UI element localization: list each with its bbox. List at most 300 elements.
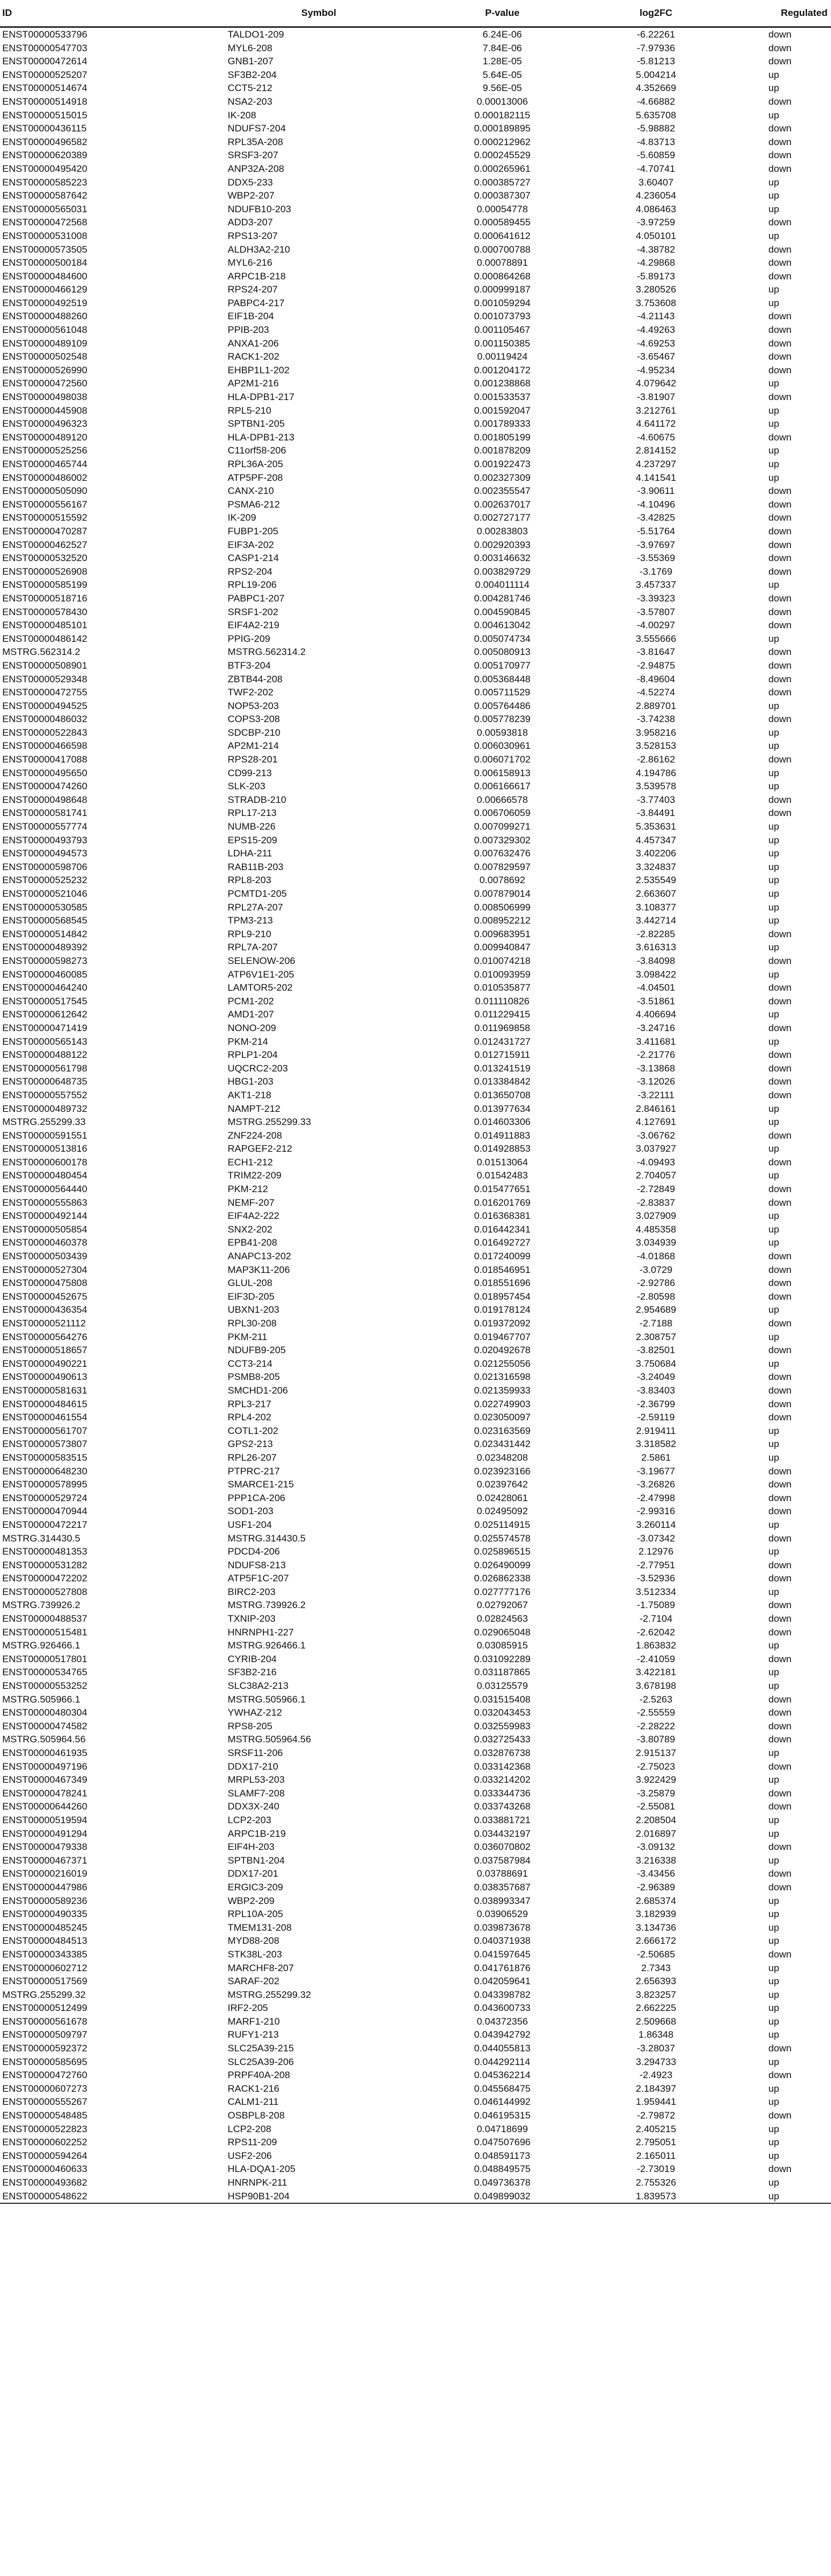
cell-log2fc: 3.134736 [636, 1922, 676, 1933]
cell-symbol: TXNIP-203 [228, 1613, 276, 1625]
cell-log2fc: -2.82285 [636, 928, 676, 939]
cell-log2fc: 3.182939 [636, 1909, 676, 1920]
header-p-value: P-value [421, 0, 583, 27]
cell-log2fc: 4.086463 [636, 203, 676, 215]
cell-id: ENST00000488537 [2, 1613, 88, 1625]
cell-regulated: down [768, 646, 792, 658]
cell-id: ENST00000466129 [2, 284, 88, 295]
cell-id: ENST00000578995 [2, 1479, 88, 1490]
cell-regulated: up [768, 1962, 779, 1973]
table-row [0, 914, 831, 928]
cell-log2fc: 3.539578 [636, 781, 676, 792]
table-row [0, 2055, 831, 2069]
cell-regulated: down [768, 29, 792, 40]
cell-regulated: up [768, 1922, 779, 1933]
table-row [0, 820, 831, 834]
cell-log2fc: -4.21143 [637, 311, 675, 322]
cell-id: ENST00000480304 [2, 1707, 88, 1718]
table-row [0, 1196, 831, 1210]
table-row [0, 1733, 831, 1746]
cell-log2fc: -2.21776 [636, 1049, 676, 1061]
table-row [0, 592, 831, 605]
cell-log2fc: -3.24049 [636, 1371, 676, 1383]
cell-log2fc: 5.353631 [636, 821, 676, 832]
cell-log2fc: -8.49604 [636, 673, 676, 685]
cell-id: ENST00000467371 [2, 1854, 88, 1866]
cell-log2fc: -3.81907 [636, 391, 676, 403]
cell-symbol: CD99-213 [228, 767, 272, 778]
cell-regulated: down [768, 1345, 792, 1356]
cell-regulated: up [768, 1452, 779, 1463]
table-row [0, 1357, 831, 1371]
cell-p-value: 0.021255056 [474, 1358, 531, 1369]
cell-log2fc: 2.208504 [636, 1814, 676, 1825]
cell-log2fc: 2.12976 [638, 1546, 674, 1557]
cell-symbol: RPL30-208 [228, 1318, 277, 1329]
cell-p-value: 0.02428061 [476, 1492, 528, 1503]
cell-id: ENST00000512499 [2, 2002, 88, 2014]
cell-p-value: 0.043942792 [474, 2029, 531, 2041]
table-row [0, 981, 831, 995]
cell-symbol: HLA-DPB1-217 [228, 391, 295, 403]
table-row [0, 1585, 831, 1599]
cell-regulated: down [768, 2043, 792, 2054]
table-row [0, 431, 831, 444]
cell-log2fc: 3.098422 [636, 968, 676, 980]
cell-regulated: up [768, 915, 779, 926]
cell-regulated: up [768, 1331, 779, 1342]
cell-p-value: 0.002920393 [474, 539, 531, 550]
cell-p-value: 0.008952212 [474, 915, 531, 926]
cell-symbol: RUFY1-213 [228, 2029, 279, 2041]
table-row [0, 390, 831, 404]
cell-p-value: 0.045568475 [474, 2083, 531, 2094]
cell-id: ENST00000493793 [2, 834, 88, 846]
cell-p-value: 0.000265961 [474, 163, 531, 174]
table-row [0, 1263, 831, 1277]
cell-regulated: up [768, 1304, 779, 1316]
cell-log2fc: -3.97697 [636, 539, 676, 550]
table-row [0, 42, 831, 55]
cell-symbol: SF3B2-216 [228, 1667, 277, 1678]
cell-symbol: ZBTB44-208 [228, 673, 283, 685]
table-row [0, 2149, 831, 2163]
cell-log2fc: 3.958216 [636, 727, 676, 738]
cell-log2fc: -2.77951 [636, 1559, 676, 1571]
cell-p-value: 0.036070802 [474, 1841, 531, 1853]
cell-p-value: 0.000700788 [474, 244, 531, 255]
cell-regulated: down [768, 1277, 792, 1289]
table-row [0, 1276, 831, 1290]
cell-log2fc: -2.41059 [636, 1653, 676, 1664]
cell-log2fc: -4.04501 [636, 982, 676, 994]
cell-regulated: up [768, 579, 779, 591]
cell-symbol: ANP32A-208 [228, 163, 285, 174]
cell-id: ENST00000489109 [2, 337, 88, 349]
cell-regulated: up [768, 176, 779, 188]
cell-regulated: down [768, 351, 792, 362]
table-row [0, 659, 831, 673]
cell-regulated: down [768, 337, 792, 349]
table-row [0, 511, 831, 525]
cell-regulated: down [768, 364, 792, 376]
cell-regulated: up [768, 405, 779, 416]
cell-log2fc: -2.47998 [636, 1492, 676, 1503]
cell-id: ENST00000526990 [2, 364, 88, 376]
cell-symbol: RACK1-202 [228, 351, 279, 362]
cell-symbol: EHBP1L1-202 [228, 364, 290, 376]
cell-symbol: MARCHF8-207 [228, 1962, 294, 1973]
cell-id: ENST00000521046 [2, 888, 88, 899]
cell-p-value: 0.000387307 [474, 190, 531, 201]
cell-p-value: 0.04372356 [476, 2016, 528, 2027]
table-row [0, 739, 831, 753]
cell-id: ENST00000519594 [2, 1814, 88, 1825]
cell-symbol: EIF4A2-222 [228, 1210, 279, 1222]
table-row [0, 1867, 831, 1881]
cell-regulated: down [768, 498, 792, 510]
cell-log2fc: 1.839573 [583, 2190, 729, 2204]
table-row [0, 1142, 831, 1156]
cell-log2fc: 2.308757 [636, 1331, 676, 1342]
table-row [0, 1679, 831, 1693]
cell-regulated: down [768, 2110, 792, 2121]
cell-p-value: 0.041597645 [474, 1948, 531, 1960]
cell-symbol: PDCD4-206 [228, 1546, 280, 1557]
cell-symbol: ZNF224-208 [228, 1130, 282, 1141]
cell-symbol: AMD1-207 [228, 1009, 274, 1020]
cell-log2fc: -3.74238 [636, 714, 676, 725]
cell-regulated: up [768, 875, 779, 886]
cell-id: ENST00000517801 [2, 1653, 88, 1664]
cell-symbol: SLC38A2-213 [228, 1680, 289, 1692]
cell-log2fc: -3.24716 [636, 1022, 676, 1033]
cell-symbol: C11orf58-206 [228, 445, 286, 456]
table-row [0, 1129, 831, 1143]
cell-id: ENST00000447986 [2, 1881, 88, 1893]
cell-log2fc: -3.55369 [636, 553, 676, 564]
cell-symbol: TWF2-202 [228, 687, 274, 698]
cell-regulated: up [768, 1223, 779, 1235]
cell-regulated: down [768, 1881, 792, 1893]
cell-p-value: 0.02792067 [476, 1600, 528, 1611]
cell-id: ENST00000460633 [2, 2163, 88, 2175]
table-row [0, 256, 831, 270]
cell-symbol: EIF3A-202 [228, 539, 274, 550]
cell-symbol: RPL35A-208 [228, 136, 283, 147]
cell-regulated: down [768, 1465, 792, 1477]
cell-id: ENST00000493682 [2, 2177, 88, 2188]
cell-symbol: PKM-212 [228, 1184, 268, 1195]
cell-log2fc: -2.79872 [636, 2110, 676, 2121]
cell-id: ENST00000533796 [2, 29, 88, 40]
table-row [0, 968, 831, 982]
cell-p-value: 7.84E-06 [483, 42, 522, 53]
table-row [0, 1398, 831, 1411]
cell-id: ENST00000587642 [2, 190, 88, 201]
cell-regulated: down [768, 1841, 792, 1853]
cell-id: ENST00000436115 [2, 123, 87, 134]
cell-id: ENST00000466598 [2, 740, 88, 752]
cell-regulated: down [768, 1506, 792, 1517]
table-row [0, 699, 831, 713]
cell-regulated: down [768, 807, 792, 819]
cell-log2fc: 3.324837 [636, 861, 676, 872]
cell-log2fc: -4.29868 [636, 257, 676, 269]
cell-regulated: down [768, 1197, 792, 1208]
cell-p-value: 0.001073793 [474, 311, 531, 322]
cell-symbol: RAPGEF2-212 [228, 1143, 293, 1155]
cell-log2fc: -3.65467 [636, 351, 676, 362]
cell-symbol: SMCHD1-206 [228, 1384, 288, 1396]
cell-log2fc: 4.079642 [636, 378, 676, 389]
cell-symbol: UBXN1-203 [228, 1304, 279, 1316]
table-row [0, 2042, 831, 2055]
cell-id: ENST00000556167 [2, 498, 88, 510]
cell-p-value: 0.010093959 [474, 968, 531, 980]
cell-p-value: 0.023163569 [474, 1425, 531, 1436]
cell-regulated: down [768, 244, 792, 255]
table-row [0, 1250, 831, 1263]
cell-symbol: PRPF40A-208 [228, 2070, 290, 2081]
cell-id: ENST00000612642 [2, 1009, 88, 1020]
cell-id: ENST00000470944 [2, 1506, 88, 1517]
cell-regulated: down [768, 1062, 792, 1074]
cell-id: ENST00000488122 [2, 1049, 88, 1061]
cell-log2fc: -3.09132 [636, 1841, 676, 1853]
cell-regulated: down [768, 592, 792, 604]
cell-p-value: 0.004613042 [474, 620, 531, 631]
cell-log2fc: -2.96389 [636, 1881, 676, 1893]
cell-p-value: 0.038993347 [474, 1895, 531, 1906]
cell-symbol: IK-208 [228, 109, 257, 121]
cell-regulated: down [768, 1371, 792, 1383]
cell-regulated: down [768, 257, 792, 269]
cell-id: ENST00000461554 [2, 1412, 88, 1423]
cell-id: ENST00000470287 [2, 525, 88, 537]
cell-symbol: ADD3-207 [228, 217, 273, 228]
table-row [0, 176, 831, 189]
table-row [0, 122, 831, 135]
cell-log2fc: -5.60859 [636, 150, 676, 161]
cell-p-value: 0.009940847 [474, 942, 531, 953]
table-row [0, 901, 831, 914]
cell-id: ENST00000602252 [2, 2137, 88, 2148]
table-row [0, 578, 831, 592]
table-row [0, 645, 831, 659]
cell-symbol: HSP90B1-204 [216, 2190, 421, 2204]
cell-log2fc: 2.5861 [641, 1452, 671, 1463]
cell-symbol: MSTRG.255299.32 [228, 1989, 311, 2000]
cell-p-value: 0.049899032 [421, 2190, 583, 2204]
cell-log2fc: -2.94875 [636, 660, 676, 671]
cell-regulated: down [768, 1868, 792, 1880]
cell-log2fc: -2.7188 [639, 1318, 673, 1329]
cell-symbol: LCP2-208 [228, 2123, 271, 2134]
cell-regulated: up [768, 1976, 779, 1987]
cell-symbol: PPIG-209 [228, 633, 270, 644]
cell-p-value: 0.000189895 [474, 123, 531, 134]
cell-symbol: SPTBN1-204 [228, 1854, 285, 1866]
cell-id: ENST00000460378 [2, 1237, 88, 1248]
cell-symbol: RPL27A-207 [228, 901, 283, 913]
cell-id: ENST00000585223 [2, 176, 88, 188]
cell-id: ENST00000472614 [2, 56, 88, 67]
cell-regulated: up [768, 2002, 779, 2014]
cell-regulated: down [768, 150, 792, 161]
table-row [0, 1720, 831, 1733]
cell-log2fc: 4.457347 [636, 834, 676, 846]
cell-id: ENST00000484600 [2, 270, 88, 282]
table-row [0, 1518, 831, 1532]
cell-regulated: up [768, 418, 779, 430]
cell-p-value: 0.023431442 [474, 1439, 531, 1450]
table-row [0, 860, 831, 874]
cell-log2fc: 4.237297 [636, 459, 676, 469]
cell-p-value: 0.046195315 [474, 2110, 531, 2121]
cell-symbol: PSMA6-212 [228, 498, 280, 510]
table-row [0, 766, 831, 780]
table-row [0, 498, 831, 512]
cell-log2fc: -4.38782 [636, 244, 676, 255]
cell-log2fc: 3.402206 [636, 848, 676, 859]
cell-symbol: RPL7A-207 [228, 942, 278, 953]
cell-regulated: down [768, 1613, 792, 1625]
table-row [0, 444, 831, 458]
cell-log2fc: -4.66882 [636, 96, 676, 107]
cell-p-value: 0.010074218 [474, 955, 531, 966]
cell-regulated: up [768, 1586, 779, 1597]
cell-id: ENST00000489732 [2, 1103, 88, 1114]
cell-log2fc: -3.90611 [637, 485, 675, 497]
cell-regulated: up [768, 1989, 779, 2000]
cell-symbol: AP2M1-214 [228, 740, 279, 752]
cell-regulated: up [768, 109, 779, 121]
cell-symbol: TALDO1-209 [228, 29, 284, 40]
cell-p-value: 0.039873678 [474, 1922, 531, 1933]
cell-id: ENST00000503439 [2, 1251, 88, 1262]
cell-regulated: down [768, 1787, 792, 1799]
cell-regulated: down [768, 123, 792, 134]
cell-log2fc: 5.004214 [636, 69, 676, 80]
table-row [0, 1317, 831, 1330]
cell-symbol: RPL10A-205 [228, 1909, 283, 1920]
cell-symbol: LCP2-203 [228, 1814, 271, 1825]
cell-symbol: RPL4-202 [228, 1412, 271, 1423]
cell-symbol: SLC25A39-206 [228, 2056, 294, 2067]
cell-p-value: 0.043398782 [474, 1989, 531, 2000]
cell-regulated: down [768, 1573, 792, 1584]
cell-id: ENST00000502548 [2, 351, 88, 362]
cell-p-value: 0.00054778 [476, 203, 528, 215]
cell-log2fc: 2.666172 [636, 1935, 676, 1947]
cell-regulated: down [768, 2070, 792, 2081]
cell-p-value: 0.021359933 [474, 1384, 531, 1396]
cell-p-value: 0.031187865 [474, 1667, 530, 1678]
cell-p-value: 0.00593818 [476, 727, 528, 738]
cell-p-value: 0.001059294 [474, 297, 531, 308]
cell-log2fc: -2.72849 [636, 1184, 676, 1195]
cell-id: MSTRG.505966.1 [2, 1693, 81, 1705]
cell-symbol: RPLP1-204 [228, 1049, 278, 1061]
cell-log2fc: 2.184397 [636, 2083, 676, 2094]
cell-log2fc: -4.52274 [636, 687, 676, 698]
cell-log2fc: 3.616313 [636, 942, 676, 953]
cell-log2fc: -3.1769 [639, 566, 673, 577]
cell-id: ENST00000573807 [2, 1439, 88, 1450]
cell-id: ENST00000465744 [2, 459, 88, 469]
cell-id: MSTRG.505964.56 [2, 1734, 86, 1745]
table-row [0, 149, 831, 162]
cell-p-value: 0.018551696 [474, 1277, 531, 1289]
header-regulated: Regulated [729, 0, 831, 27]
table-row [0, 2015, 831, 2029]
cell-id: ENST00000216019 [2, 1868, 88, 1880]
table-row [0, 2095, 831, 2109]
cell-log2fc: -2.59119 [637, 1412, 675, 1423]
table-row [0, 1370, 831, 1384]
cell-symbol: SLC25A39-215 [228, 2043, 294, 2054]
cell-id: ENST00000532520 [2, 553, 88, 564]
table-row [0, 1639, 831, 1652]
cell-regulated: down [768, 660, 792, 671]
cell-log2fc: -4.00297 [636, 620, 676, 631]
cell-regulated: up [768, 1358, 779, 1369]
header-row [0, 0, 831, 27]
cell-regulated: down [768, 431, 792, 443]
cell-symbol: SPTBN1-205 [228, 418, 285, 430]
cell-id: ENST00000460085 [2, 968, 88, 980]
cell-id: ENST00000490221 [2, 1358, 88, 1369]
cell-regulated: up [768, 781, 779, 792]
cell-p-value: 0.032725433 [474, 1734, 531, 1745]
cell-regulated: down [768, 1264, 792, 1275]
cell-p-value: 0.001150385 [474, 337, 530, 349]
cell-id: ENST00000561048 [2, 324, 88, 336]
cell-symbol: TPM3-213 [228, 915, 273, 926]
cell-id: ENST00000515481 [2, 1626, 88, 1638]
cell-symbol: MSTRG.505966.1 [228, 1693, 306, 1705]
table-row [0, 1343, 831, 1357]
cell-p-value: 0.040371938 [474, 1935, 531, 1947]
cell-log2fc: 1.959441 [636, 2096, 676, 2108]
cell-log2fc: 3.512334 [636, 1586, 676, 1597]
cell-id: ENST00000594264 [2, 2150, 88, 2161]
cell-id: ENST00000589236 [2, 1895, 88, 1906]
cell-id: ENST00000494525 [2, 700, 88, 711]
cell-symbol: MSTRG.314430.5 [228, 1532, 306, 1544]
table-row [0, 1048, 831, 1062]
cell-id: ENST00000481353 [2, 1546, 88, 1557]
cell-log2fc: -3.26826 [636, 1479, 676, 1490]
cell-log2fc: 5.635708 [636, 109, 676, 121]
cell-symbol: OSBPL8-208 [228, 2110, 285, 2121]
cell-log2fc: 3.318582 [636, 1439, 676, 1450]
cell-log2fc: 3.60407 [638, 176, 674, 188]
cell-p-value: 0.013977634 [474, 1103, 531, 1114]
cell-regulated: up [768, 1640, 779, 1651]
cell-id: ENST00000531282 [2, 1559, 88, 1571]
cell-p-value: 0.044292114 [474, 2056, 530, 2067]
cell-regulated: up [768, 1774, 779, 1786]
cell-p-value: 0.003829729 [474, 566, 531, 577]
cell-id: ENST00000526908 [2, 566, 88, 577]
cell-log2fc: 4.050101 [636, 230, 676, 241]
cell-id: ENST00000505854 [2, 1223, 88, 1235]
cell-p-value: 0.004011114 [475, 579, 530, 591]
cell-p-value: 5.64E-05 [483, 69, 522, 80]
cell-p-value: 0.002355547 [474, 485, 531, 497]
